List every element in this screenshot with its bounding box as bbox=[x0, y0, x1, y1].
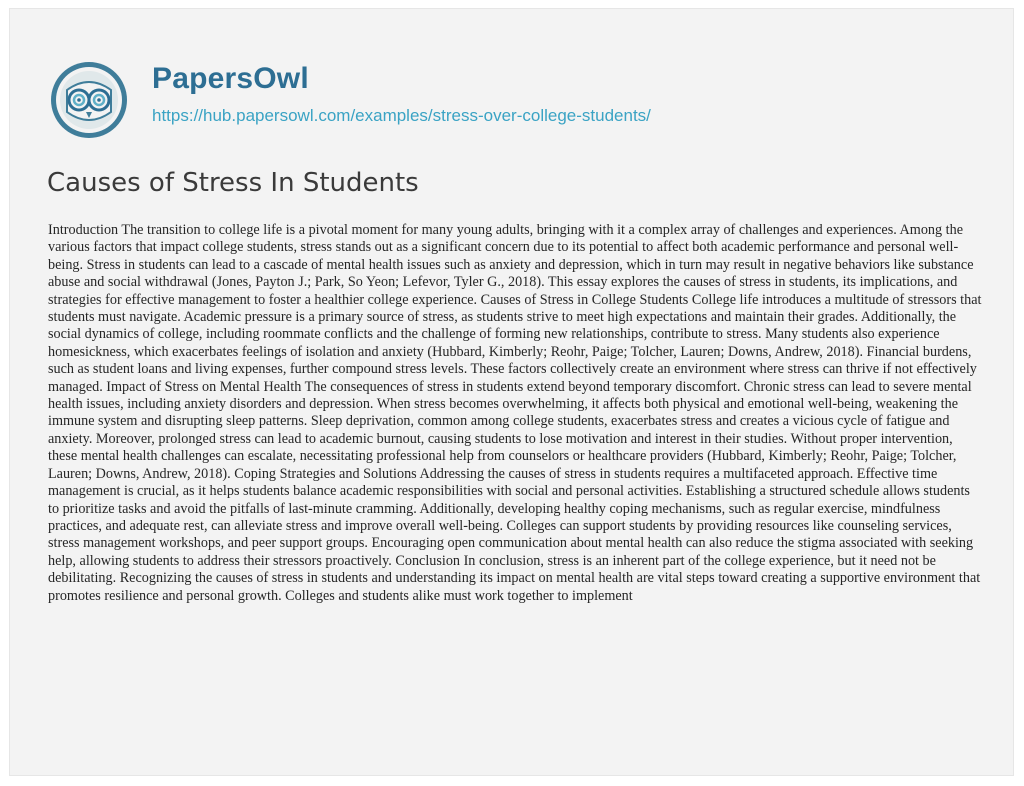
brand-name: PapersOwl bbox=[152, 62, 309, 95]
source-url-link[interactable]: https://hub.papersowl.com/examples/stress-over-college-students/ bbox=[152, 106, 651, 125]
document-title: Causes of Stress In Students bbox=[47, 168, 419, 198]
owl-logo-icon bbox=[49, 60, 129, 140]
document-body: Introduction The transition to college life is a pivotal moment for many young adults, bringing with it a complex array of challenges and experiences. Among the various factors that impact college students, stress stands out as a significant concern due to its potential to affect both academic performance and personal well-being. Stress in students can lead to a cascade of mental health issues such as anxiety and depression, which in turn may result in negative behaviors like substance abuse and social withdrawal (Jones, Payton J.; Park, So Yeon; Lefevor, Tyler G., 2018). This essay explores the causes of stress in students, its implications, and strategies for effective management to foster a healthier college experience. Causes of Stress in College Students College life introduces a multitude of stressors that students must navigate. Academic pressure is a primary source of stress, as students strive to meet high expectations and maintain their grades. Additionally, the social dynamics of college, including roommate conflicts and the challenge of forming new relationships, contribute to stress. Many students also experience homesickness, which exacerbates feelings of isolation and anxiety (Hubbard, Kimberly; Reohr, Paige; Tolcher, Lauren; Downs, Andrew, 2018). Financial burdens, such as student loans and living expenses, further compound stress levels. These factors collectively create an environment where stress can thrive if not effectively managed. Impact of Stress on Mental Health The consequences of stress in students extend beyond temporary discomfort. Chronic stress can lead to severe mental health issues, including anxiety disorders and depression. When stress becomes overwhelming, it affects both physical and emotional well-being, weakening the immune system and disrupting sleep patterns. Sleep deprivation, common among college students, exacerbates stress and creates a vicious cycle of fatigue and anxiety. Moreover, prolonged stress can lead to academic burnout, causing students to lose motivation and interest in their studies. Without proper intervention, these mental health challenges can escalate, necessitating professional help from counselors or healthcare providers (Hubbard, Kimberly; Reohr, Paige; Tolcher, Lauren; Downs, Andrew, 2018). Coping Strategies and Solutions Addressing the causes of stress in students requires a multifaceted approach. Effective time management is crucial, as it helps students balance academic responsibilities with social and personal activities. Establishing a structured schedule allows students to prioritize tasks and avoid the pitfalls of last-minute cramming. Additionally, developing healthy coping mechanisms, such as regular exercise, mindfulness practices, and adequate rest, can alleviate stress and improve overall well-being. Colleges can support students by providing resources like counseling services, stress management workshops, and peer support groups. Encouraging open communication about mental health can also reduce the stigma associated with seeking help, allowing students to address their stressors proactively. Conclusion In conclusion, stress is an inherent part of the college experience, but it need not be debilitating. Recognizing the causes of stress in students and understanding its impact on mental health are vital steps toward creating a supportive environment that promotes resilience and personal growth. Colleges and students alike must work together to implement bbox=[48, 222, 982, 604]
